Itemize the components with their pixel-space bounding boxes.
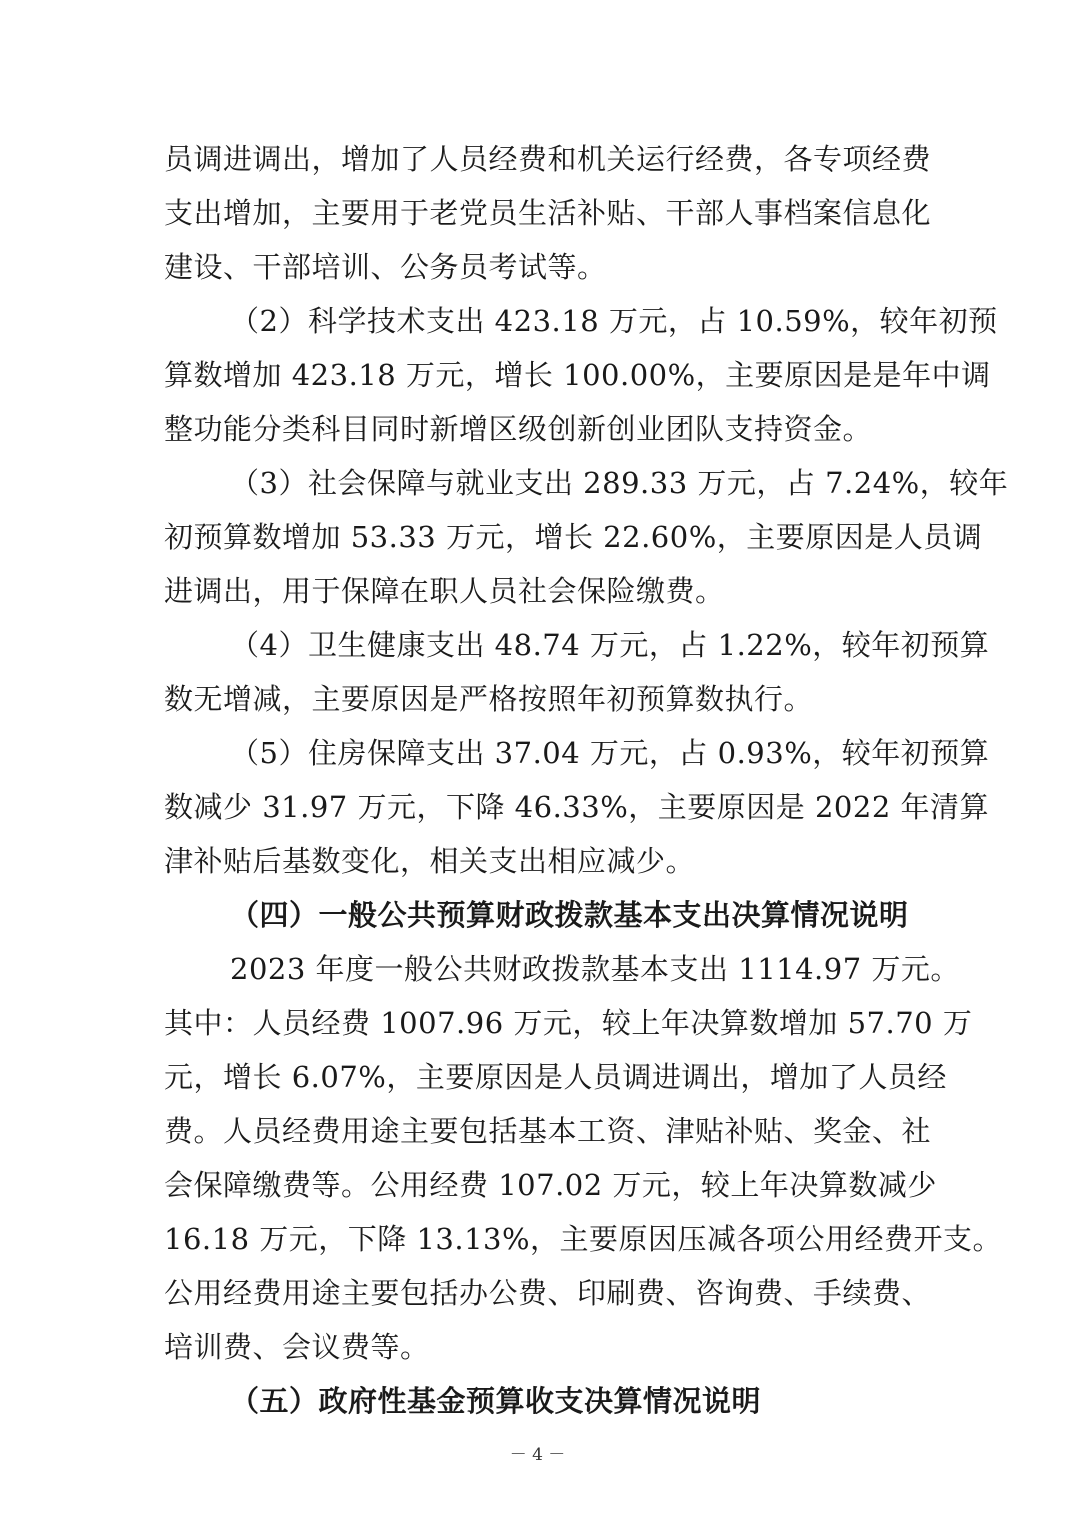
- section-heading: （五）政府性基金预算收支决算情况说明: [230, 1384, 762, 1418]
- body-text-line: 公用经费用途主要包括办公费、印刷费、咨询费、手续费、: [164, 1276, 932, 1310]
- body-text-line: 其中：人员经费 1007.96 万元，较上年决算数增加 57.70 万: [164, 1006, 973, 1040]
- body-text-line: 数无增减，主要原因是严格按照年初预算数执行。: [164, 682, 814, 716]
- body-text-line: 支出增加，主要用于老党员生活补贴、干部人事档案信息化: [164, 196, 932, 230]
- section-heading: （四）一般公共预算财政拨款基本支出决算情况说明: [230, 898, 909, 932]
- body-text-line: 员调进调出，增加了人员经费和机关运行经费，各专项经费: [164, 142, 932, 176]
- body-text-line: 培训费、会议费等。: [164, 1330, 430, 1364]
- body-text-line: （2）科学技术支出 423.18 万元，占 10.59%，较年初预: [230, 304, 998, 338]
- body-text-line: 建设、干部培训、公务员考试等。: [164, 250, 607, 284]
- body-text-line: 初预算数增加 53.33 万元，增长 22.60%，主要原因是人员调: [164, 520, 983, 554]
- body-text-line: 2023 年度一般公共财政拨款基本支出 1114.97 万元。: [230, 952, 960, 986]
- body-text-line: 费。人员经费用途主要包括基本工资、津贴补贴、奖金、社: [164, 1114, 932, 1148]
- body-text-line: 16.18 万元，下降 13.13%，主要原因压减各项公用经费开支。: [164, 1222, 1003, 1256]
- body-text-line: （4）卫生健康支出 48.74 万元，占 1.22%，较年初预算: [230, 628, 990, 662]
- body-text-line: 数减少 31.97 万元，下降 46.33%，主要原因是 2022 年清算: [164, 790, 989, 824]
- page-number: － 4 －: [509, 1445, 566, 1465]
- body-text-line: 进调出，用于保障在职人员社会保险缴费。: [164, 574, 725, 608]
- body-text-line: 津补贴后基数变化，相关支出相应减少。: [164, 844, 696, 878]
- body-text-line: 会保障缴费等。公用经费 107.02 万元，较上年决算数减少: [164, 1168, 937, 1202]
- body-text-line: （3）社会保障与就业支出 289.33 万元，占 7.24%，较年: [230, 466, 1009, 500]
- body-text-line: 元，增长 6.07%，主要原因是人员调进调出，增加了人员经: [164, 1060, 947, 1094]
- body-text-line: 整功能分类科目同时新增区级创新创业团队支持资金。: [164, 412, 873, 446]
- body-text-line: 算数增加 423.18 万元，增长 100.00%，主要原因是是年中调: [164, 358, 991, 392]
- body-text-line: （5）住房保障支出 37.04 万元，占 0.93%，较年初预算: [230, 736, 990, 770]
